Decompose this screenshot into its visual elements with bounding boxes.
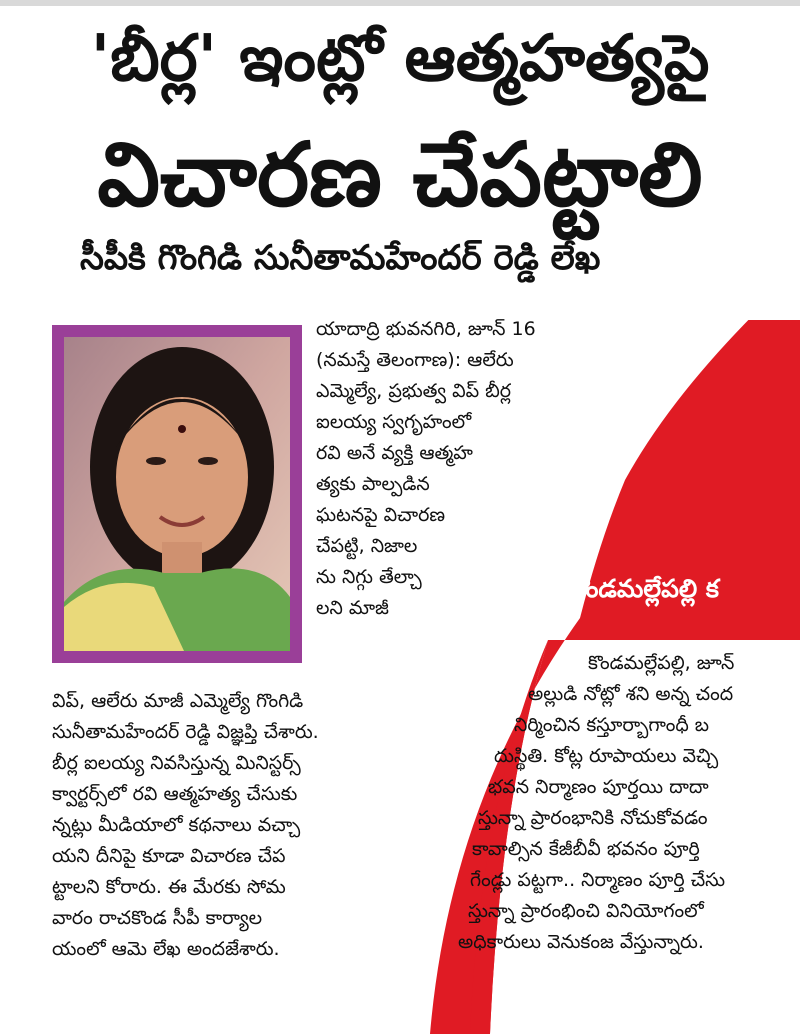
article-line: యని దీనిపై కూడా విచారణ చేప bbox=[52, 845, 286, 867]
article-line: వారం రాచకొండ సీపీ కార్యాల bbox=[52, 907, 263, 929]
subheadline: సీపీకి గొంగిడి సునీతామహేందర్ రెడ్డి లేఖ bbox=[80, 238, 601, 278]
article-line: న్నట్లు మీడియాలో కథనాలు వచ్చా bbox=[52, 814, 301, 836]
article-line: ఎమ్మెల్యే, ప్రభుత్వ విప్ బీర్ల bbox=[316, 380, 512, 402]
side-article-line: స్తున్నా ప్రారంభానికి నోచుకోవడం bbox=[478, 807, 708, 829]
article-line: యాదాద్రి భువనగిరి, జూన్ 16 bbox=[316, 318, 536, 340]
article-line: రవి అనే వ్యక్తి ఆత్మహ bbox=[316, 442, 473, 464]
article-body-column bbox=[52, 686, 472, 965]
article-line: ఘటనపై విచారణ bbox=[316, 504, 446, 526]
side-article-line: నిర్మించిన కస్తూర్బాగాంధీ బ bbox=[514, 714, 710, 736]
article-line: త్యకు పాల్పడిన bbox=[316, 473, 430, 495]
article-line: యంలో ఆమె లేఖ అందజేశారు. bbox=[52, 938, 280, 960]
article-line: బీర్ల ఐలయ్య నివసిస్తున్న మినిస్టర్స్ bbox=[52, 752, 301, 774]
article-line: లని మాజీ bbox=[316, 597, 389, 619]
side-article-line: కొండమల్లేపల్లి, జూన్ bbox=[588, 652, 735, 674]
side-article-line: గేండ్లు పట్టగా.. నిర్మాణం పూర్తి చేసు bbox=[470, 869, 726, 891]
side-article-line: కావాల్సిన కేజీబీవీ భవనం పూర్తి bbox=[472, 838, 700, 860]
page-top-rule bbox=[0, 0, 800, 6]
article-line: ఐలయ్య స్వగృహంలో bbox=[316, 411, 472, 433]
article-line: క్వార్టర్స్‌లో రవి ఆత్మహత్య చేసుకు bbox=[52, 783, 298, 805]
side-article-line: భవన నిర్మాణం పూర్తయి దాదా bbox=[488, 776, 709, 798]
article-line: (నమస్తే తెలంగాణ): ఆలేరు bbox=[316, 349, 514, 371]
article-line: సునీతామహేందర్ రెడ్డి విజ్ఞప్తి చేశారు. bbox=[52, 721, 319, 743]
portrait-photo bbox=[52, 325, 302, 663]
side-article-column bbox=[458, 648, 800, 958]
side-article-line: అల్లుడి నోట్లో శని అన్న చంద bbox=[528, 683, 734, 705]
article-line: చేపట్టి, నిజాల bbox=[316, 535, 418, 557]
side-article-heading: కొండమల్లేపల్లి క bbox=[570, 574, 719, 603]
portrait-image bbox=[64, 337, 290, 651]
headline-line-2: విచారణ చేపట్టాలి bbox=[97, 123, 703, 226]
article-line: విప్, ఆలేరు మాజీ ఎమ్మెల్యే గొంగిడి bbox=[52, 690, 304, 712]
headline-line-1: 'బీర్ల' ఇంట్లో ఆత్మహత్యపై bbox=[90, 22, 710, 96]
side-article-line: దుస్థితి. కోట్ల రూపాయలు వెచ్చి bbox=[494, 745, 719, 767]
side-article-line: అధికారులు వెనుకంజ వేస్తున్నారు. bbox=[458, 931, 704, 953]
article-line: ను నిగ్గు తేల్చా bbox=[316, 566, 422, 588]
article-line: ట్టాలని కోరారు. ఈ మేరకు సోమ bbox=[52, 876, 286, 898]
side-article-line: స్తున్నా ప్రారంభించి వినియోగంలో bbox=[468, 900, 704, 922]
